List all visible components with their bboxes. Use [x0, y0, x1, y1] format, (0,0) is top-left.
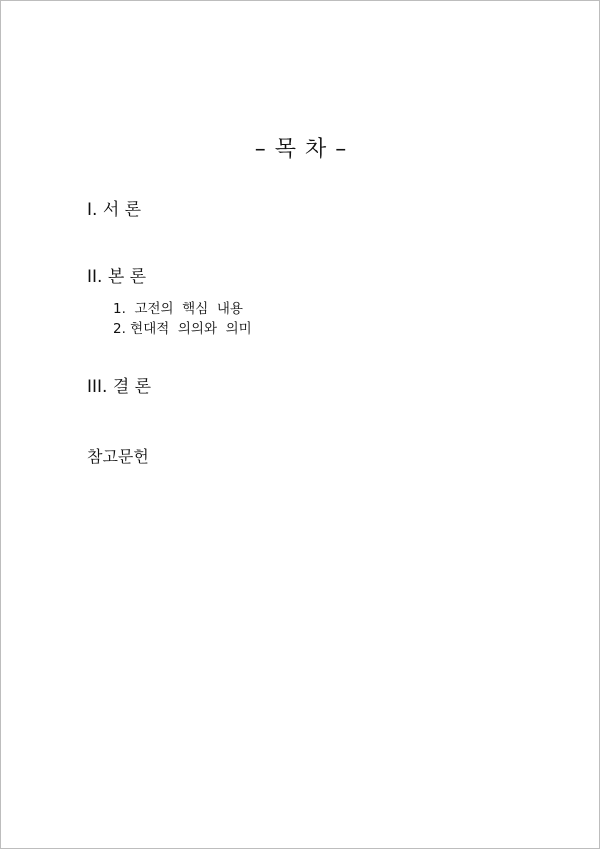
spacer: [87, 340, 517, 378]
toc-entry-references: 참고문헌: [87, 447, 149, 467]
toc-entry-body: II. 본 론: [87, 266, 147, 287]
spacer: [87, 220, 517, 268]
spacer: [87, 396, 517, 444]
toc-entry-introduction: I. 서 론: [87, 200, 142, 220]
toc-sub-list: [87, 300, 517, 339]
toc-entry-conclusion: III. 결 론: [87, 376, 152, 397]
table-of-contents: [87, 201, 517, 467]
list-item: 2. 현대적 의의와 의미: [113, 320, 252, 337]
spacer: [87, 286, 517, 300]
list-item: 1. 고전의 핵심 내용: [113, 301, 243, 318]
page-title: – 목 차 –: [254, 137, 348, 162]
